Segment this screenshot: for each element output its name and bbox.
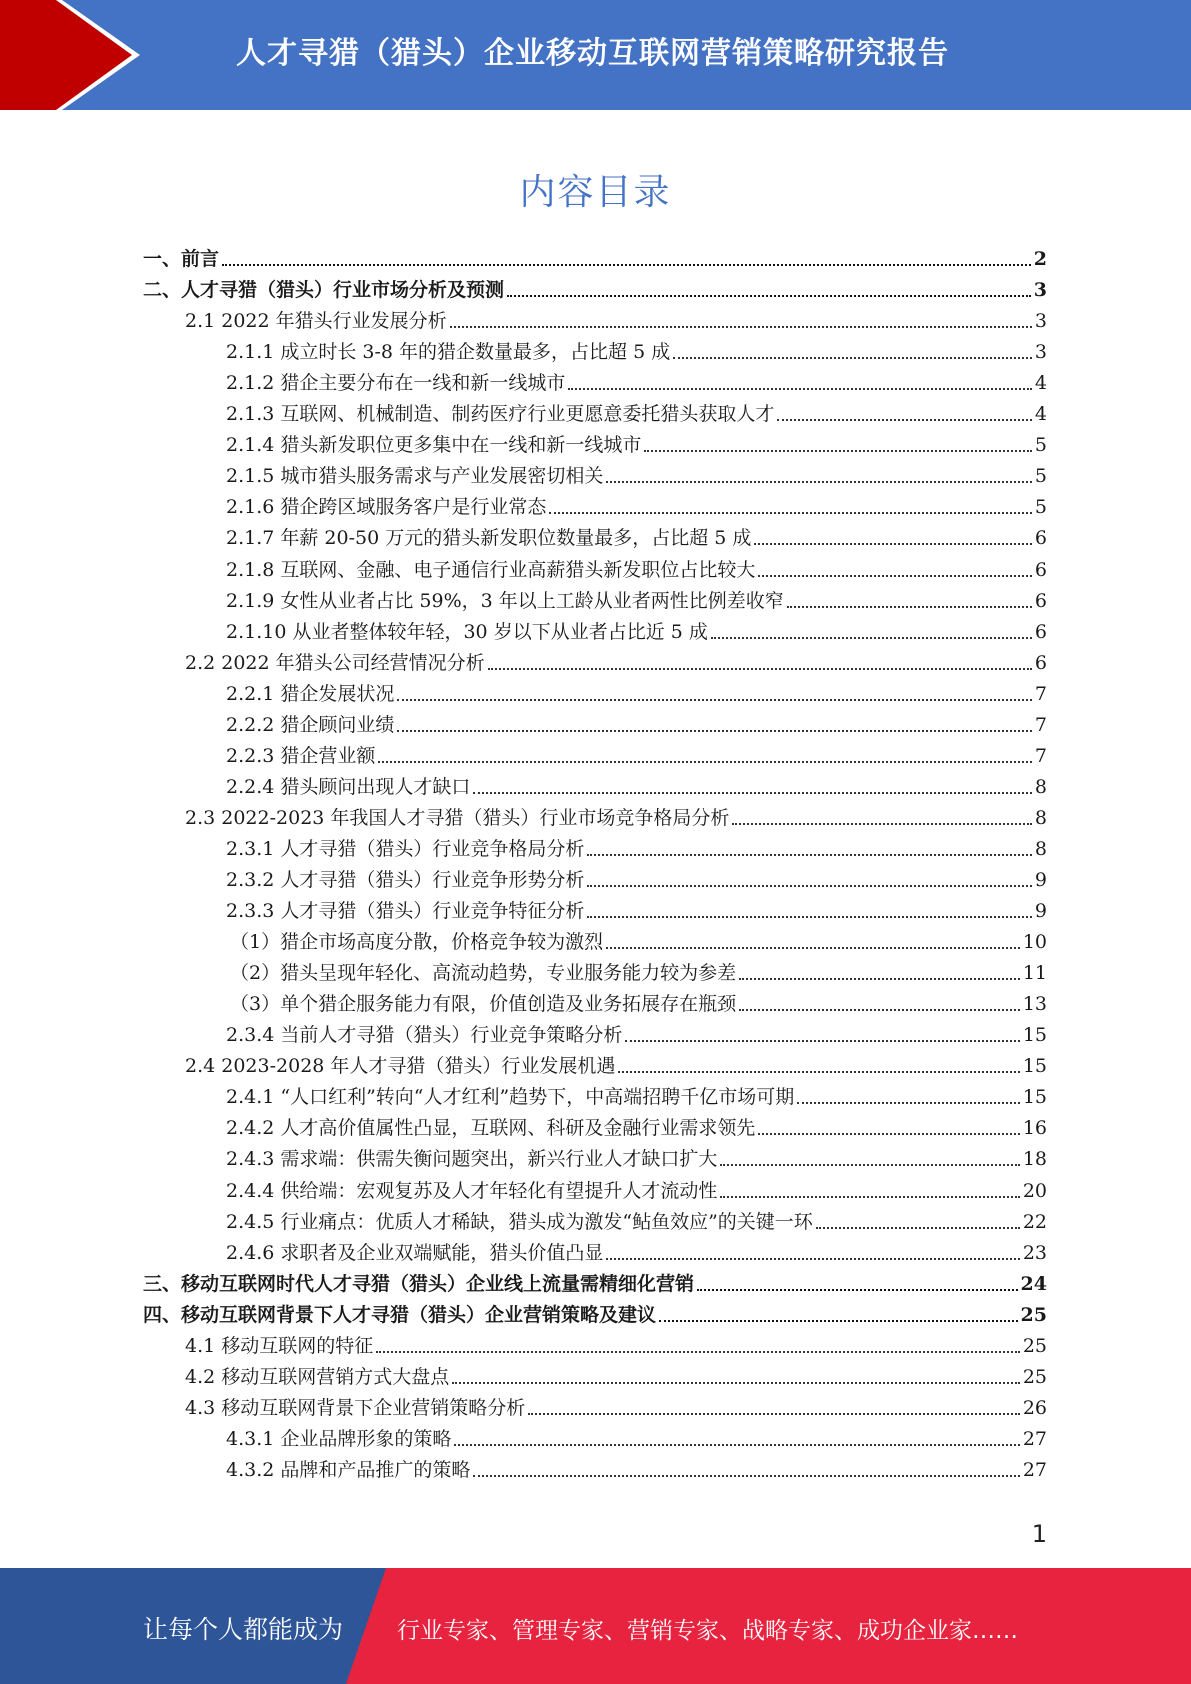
toc-entry[interactable] <box>226 1451 1047 1482</box>
toc-dot-leader <box>452 1382 1020 1384</box>
toc-entry-page: 15 <box>1022 1024 1047 1047</box>
toc-entry-page: 4 <box>1034 403 1047 426</box>
toc-dot-leader <box>378 761 1032 763</box>
toc-dot-leader <box>720 1164 1019 1166</box>
toc-entry[interactable] <box>143 240 1047 271</box>
toc-entry-title: 4.3.1 企业品牌形象的策略 <box>226 1427 452 1450</box>
toc-entry-title: 2.3.1 人才寻猎（猎头）行业竞争格局分析 <box>226 837 585 860</box>
toc-entry-page: 3 <box>1034 310 1047 333</box>
toc-entry[interactable] <box>226 1234 1047 1265</box>
toc-entry-title: 2.3.3 人才寻猎（猎头）行业竞争特征分析 <box>226 900 585 923</box>
toc-entry[interactable] <box>226 768 1047 799</box>
toc-entry-title: 2.3.4 当前人才寻猎（猎头）行业竞争策略分析 <box>226 1024 623 1047</box>
toc-entry-title: 2.1.5 城市猎头服务需求与产业发展密切相关 <box>226 465 604 488</box>
toc-dot-leader <box>659 1320 1018 1322</box>
toc-entry-title: 2.4.1 “人口红利”转向“人才红利”趋势下，中高端招聘千亿市场可期 <box>226 1086 795 1109</box>
toc-dot-leader <box>739 1009 1020 1011</box>
toc-entry[interactable] <box>226 1140 1047 1171</box>
toc-entry-page: 6 <box>1034 527 1047 550</box>
toc-entry[interactable] <box>185 799 1047 830</box>
toc-entry[interactable] <box>143 271 1047 302</box>
toc-dot-leader <box>758 575 1032 577</box>
toc-entry-title: 2.2.4 猎头顾问出现人才缺口 <box>226 775 471 798</box>
toc-entry-page: 9 <box>1034 869 1047 891</box>
toc-entry-title: （1）猎企市场高度分散，价格竞争较为激烈 <box>230 931 604 954</box>
toc-entry[interactable] <box>226 1420 1047 1451</box>
toc-entry[interactable] <box>226 582 1047 613</box>
toc-entry-title: 四、移动互联网背景下人才寻猎（猎头）企业营销策略及建议 <box>143 1303 657 1326</box>
toc-entry-title: 2.1.10 从业者整体较年轻，30 岁以下从业者占比近 5 成 <box>226 620 708 643</box>
toc-entry[interactable] <box>226 364 1047 395</box>
toc-dot-leader <box>720 1196 1019 1198</box>
toc-entry-title: 2.1.9 女性从业者占比 59%，3 年以上工龄从业者两性比例差收窄 <box>226 589 784 612</box>
toc-entry[interactable] <box>226 519 1047 550</box>
toc-entry-title: 2.1.7 年薪 20-50 万元的猎头新发职位数量最多，占比超 5 成 <box>226 527 752 550</box>
toc-entry-page: 8 <box>1034 806 1047 829</box>
toc-dot-leader <box>673 357 1032 359</box>
page-number: 1 <box>1031 1520 1047 1548</box>
toc-entry-page: 5 <box>1034 434 1047 457</box>
toc-entry[interactable] <box>185 1047 1047 1078</box>
toc-dot-leader <box>758 1133 1019 1135</box>
toc-entry-title: 4.2 移动互联网营销方式大盘点 <box>185 1365 450 1388</box>
toc-entry[interactable] <box>226 675 1047 706</box>
toc-dot-leader <box>568 388 1032 390</box>
toc-entry-page: 25 <box>1022 1365 1047 1388</box>
toc-entry-page: 10 <box>1022 931 1047 954</box>
toc-dot-leader <box>606 1258 1019 1260</box>
toc-entry[interactable] <box>185 1389 1047 1420</box>
toc-entry-title: 二、人才寻猎（猎头）行业市场分析及预测 <box>143 279 505 302</box>
toc-entry-title: 2.1.4 猎头新发职位更多集中在一线和新一线城市 <box>226 434 642 457</box>
toc-dot-leader <box>711 637 1032 639</box>
toc-dot-leader <box>473 1475 1019 1477</box>
toc-dot-leader <box>787 606 1032 608</box>
toc-entry[interactable] <box>226 737 1047 768</box>
toc-entry[interactable] <box>226 1203 1047 1234</box>
toc-dot-leader <box>777 419 1032 421</box>
toc-entry[interactable] <box>230 923 1047 954</box>
toc-entry-page: 7 <box>1034 744 1047 767</box>
toc-entry-page: 3 <box>1033 279 1047 302</box>
toc-entry-title: 4.3 移动互联网背景下企业营销策略分析 <box>185 1396 526 1419</box>
toc-dot-leader <box>732 823 1031 825</box>
toc-entry[interactable] <box>185 1358 1047 1389</box>
toc-entry-title: 2.4.5 行业痛点：优质人才稀缺，猎头成为激发“鲇鱼效应”的关键一环 <box>226 1210 813 1233</box>
toc-dot-leader <box>587 916 1032 918</box>
toc-entry[interactable] <box>226 1016 1047 1047</box>
toc-entry-page: 23 <box>1022 1241 1047 1264</box>
toc-dot-leader <box>754 543 1032 545</box>
toc-entry[interactable] <box>226 395 1047 426</box>
toc-entry-title: 2.1.3 互联网、机械制造、制药医疗行业更愿意委托猎头获取人才 <box>226 403 775 426</box>
toc-entry-title: 2.2 2022 年猎头公司经营情况分析 <box>185 651 485 674</box>
toc-entry-title: 2.1.2 猎企主要分布在一线和新一线城市 <box>226 372 566 395</box>
toc-entry-page: 3 <box>1034 341 1047 364</box>
toc-entry-title: 2.3.2 人才寻猎（猎头）行业竞争形势分析 <box>226 869 585 891</box>
toc-entry-page: 6 <box>1034 651 1047 674</box>
toc-entry-page: 6 <box>1034 620 1047 643</box>
toc-entry[interactable] <box>226 333 1047 364</box>
toc-entry-page: 11 <box>1022 962 1047 985</box>
toc-entry[interactable] <box>226 861 1047 892</box>
toc-entry-title: 4.1 移动互联网的特征 <box>185 1334 374 1357</box>
toc-entry-title: 2.4.4 供给端：宏观复苏及人才年轻化有望提升人才流动性 <box>226 1179 718 1202</box>
toc-entry[interactable] <box>185 1327 1047 1358</box>
toc-entry-page: 22 <box>1022 1210 1047 1233</box>
toc-entry-title: 2.1.8 互联网、金融、电子通信行业高薪猎头新发职位占比较大 <box>226 558 756 581</box>
toc-dot-leader <box>488 668 1032 670</box>
toc-heading: 内容目录 <box>519 172 672 213</box>
toc-entry-page: 5 <box>1034 496 1047 519</box>
toc-dot-leader <box>376 1351 1020 1353</box>
toc-entry-title: 2.1.1 成立时长 3-8 年的猎企数量最多，占比超 5 成 <box>226 341 671 364</box>
toc-entry[interactable] <box>185 644 1047 675</box>
toc-entry-page: 6 <box>1034 558 1047 581</box>
toc-entry-title: 一、前言 <box>143 248 220 270</box>
toc-dot-leader <box>473 792 1032 794</box>
header-title: 人才寻猎（猎头）企业移动互联网营销策略研究报告 <box>236 36 949 71</box>
toc-dot-leader <box>397 730 1032 732</box>
footer-slogan-right: 行业专家、管理专家、营销专家、战略专家、成功企业家…… <box>397 1618 1018 1644</box>
toc-dot-leader <box>450 326 1032 328</box>
toc-entry-title: 4.3.2 品牌和产品推广的策略 <box>226 1458 471 1481</box>
toc-entry[interactable] <box>226 613 1047 644</box>
toc-dot-leader <box>397 699 1032 701</box>
toc-dot-leader <box>618 1071 1019 1073</box>
toc-entry-page: 6 <box>1034 589 1047 612</box>
toc-dot-leader <box>549 512 1032 514</box>
toc-entry-page: 2 <box>1033 248 1047 270</box>
toc-entry[interactable] <box>226 1109 1047 1140</box>
toc-entry[interactable] <box>226 551 1047 582</box>
toc-dot-leader <box>454 1444 1019 1446</box>
toc-entry-page: 16 <box>1022 1117 1047 1140</box>
toc-dot-leader <box>644 450 1032 452</box>
toc-entry-title: 2.1 2022 年猎头行业发展分析 <box>185 310 447 333</box>
toc-dot-leader <box>739 978 1020 980</box>
toc-entry[interactable] <box>226 1172 1047 1203</box>
toc-entry[interactable] <box>226 830 1047 861</box>
toc-entry-title: 2.4.3 需求端：供需失衡问题突出，新兴行业人才缺口扩大 <box>226 1148 718 1171</box>
toc-dot-leader <box>797 1102 1020 1104</box>
toc-entry-page: 4 <box>1034 372 1047 395</box>
toc-dot-leader <box>222 264 1031 266</box>
toc-entry[interactable] <box>143 1265 1047 1296</box>
toc-dot-leader <box>587 854 1032 856</box>
page-header <box>0 0 1191 110</box>
toc-entry[interactable] <box>226 426 1047 457</box>
page-footer <box>0 1568 1191 1684</box>
toc-entry-page: 8 <box>1034 775 1047 798</box>
toc-entry-title: 2.2.3 猎企营业额 <box>226 744 376 767</box>
toc-entry-title: 2.4.2 人才高价值属性凸显，互联网、科研及金融行业需求领先 <box>226 1117 756 1140</box>
toc-entry[interactable] <box>185 302 1047 333</box>
toc-entry-page: 15 <box>1022 1055 1047 1078</box>
toc-entry-page: 5 <box>1034 465 1047 488</box>
toc-dot-leader <box>606 947 1020 949</box>
toc-entry-title: 2.1.6 猎企跨区域服务客户是行业常态 <box>226 496 547 519</box>
toc-dot-leader <box>625 1040 1019 1042</box>
toc-entry-page: 24 <box>1020 1272 1047 1295</box>
toc-entry[interactable] <box>226 892 1047 923</box>
toc-entry-page: 7 <box>1034 713 1047 736</box>
toc-entry-title: 2.4 2023-2028 年人才寻猎（猎头）行业发展机遇 <box>185 1055 616 1078</box>
toc-entry-page: 8 <box>1034 837 1047 860</box>
toc-entry-title: 2.2.2 猎企顾问业绩 <box>226 713 395 736</box>
toc-dot-leader <box>587 885 1032 887</box>
toc-entry-page: 25 <box>1022 1334 1047 1357</box>
toc-entry-title: 2.4.6 求职者及企业双端赋能，猎头价值凸显 <box>226 1241 604 1264</box>
toc-entry-title: 三、移动互联网时代人才寻猎（猎头）企业线上流量需精细化营销 <box>143 1272 695 1295</box>
footer-slogan-left: 让每个人都能成为 <box>143 1615 344 1644</box>
toc-entry-page: 27 <box>1022 1458 1047 1481</box>
toc-entry-page: 20 <box>1022 1179 1047 1202</box>
toc-dot-leader <box>606 481 1032 483</box>
toc-entry-page: 15 <box>1022 1086 1047 1109</box>
toc-entry-title: （2）猎头呈现年轻化、高流动趋势，专业服务能力较为参差 <box>230 962 737 985</box>
toc-entry[interactable] <box>226 488 1047 519</box>
toc-entry-title: 2.3 2022-2023 年我国人才寻猎（猎头）行业市场竞争格局分析 <box>185 806 730 829</box>
toc-dot-leader <box>816 1227 1020 1229</box>
toc-entry[interactable] <box>226 706 1047 737</box>
toc-dot-leader <box>528 1413 1020 1415</box>
toc-entry[interactable] <box>230 985 1047 1016</box>
toc-entry-page: 9 <box>1034 900 1047 923</box>
toc-entry-page: 13 <box>1022 993 1047 1016</box>
toc-entry-title: 2.2.1 猎企发展状况 <box>226 682 395 705</box>
toc-entry-page: 18 <box>1022 1148 1047 1171</box>
toc-entry[interactable] <box>226 457 1047 488</box>
toc-entry-page: 7 <box>1034 682 1047 705</box>
toc-entry[interactable] <box>230 954 1047 985</box>
toc-dot-leader <box>697 1289 1018 1291</box>
toc-entry-title: （3）单个猎企服务能力有限，价值创造及业务拓展存在瓶颈 <box>230 993 737 1016</box>
toc-entry-page: 27 <box>1022 1427 1047 1450</box>
toc-entry[interactable] <box>226 1078 1047 1109</box>
toc-dot-leader <box>507 295 1031 297</box>
toc-entry-page: 25 <box>1020 1303 1047 1326</box>
toc-entry-page: 26 <box>1022 1396 1047 1419</box>
toc-entry[interactable] <box>143 1296 1047 1327</box>
